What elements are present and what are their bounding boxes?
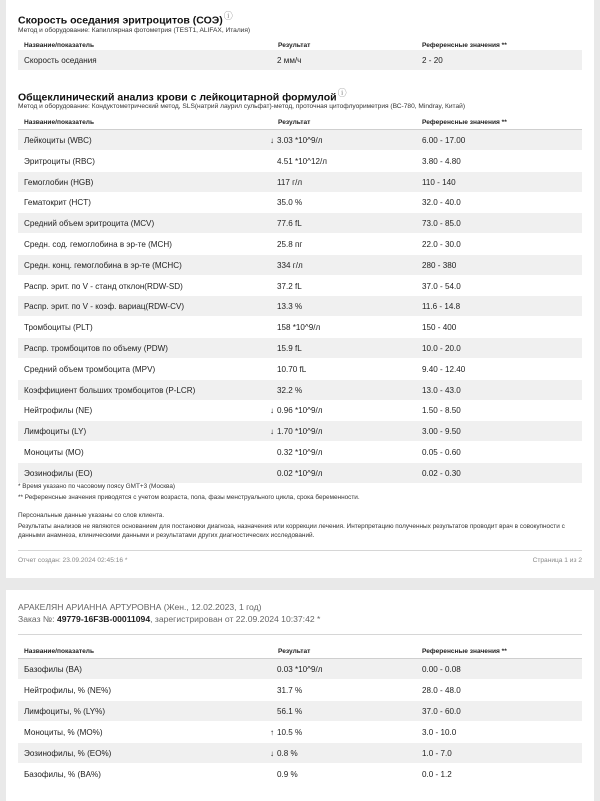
row-result — [278, 707, 302, 716]
result-value: 158 *10^9/л — [277, 323, 321, 333]
table-row — [18, 421, 582, 441]
row-result — [278, 448, 322, 457]
table-row — [18, 442, 582, 462]
header-divider — [18, 634, 582, 635]
row-result — [278, 770, 298, 779]
row-reference: 1.0 - 7.0 — [422, 749, 452, 758]
row-reference: 73.0 - 85.0 — [422, 219, 461, 229]
result-value: 37.2 fL — [277, 281, 302, 291]
personal-data-note: Персональные данные указаны со слов клиента. — [18, 512, 165, 519]
table-row — [18, 130, 582, 150]
row-result — [270, 136, 323, 145]
result-value: 0.02 *10^9/л — [277, 468, 323, 478]
timezone-note: * Время указано по часовому поясу GMT+3 (Москва) — [18, 483, 176, 490]
result-value: 32.2 % — [277, 385, 303, 395]
table-row — [18, 317, 582, 337]
reference-note: ** Референсные значения приводятся с учетом возраста, пола, фазы менструального цикла, срока беременности. — [18, 494, 360, 501]
row-reference: 32.0 - 40.0 — [422, 198, 461, 208]
row-name: Тромбоциты (PLT) — [24, 323, 93, 333]
row-result — [278, 665, 322, 674]
disclaimer: Результаты анализов не являются основанием для постановки диагноза, назначения или коррекции лечения. Интерпретацию полученных результатов проводит врач в совокупности с данными анамнеза, клиническими данными и результатами других диагностических исследований. — [18, 523, 565, 539]
row-reference: 37.0 - 60.0 — [422, 707, 461, 716]
row-reference: 0.0 - 1.2 — [422, 770, 452, 779]
table-row — [18, 172, 582, 192]
row-name: Лейкоциты (WBC) — [24, 136, 92, 145]
table-row — [18, 400, 582, 420]
row-result — [278, 302, 302, 311]
row-name: Распр. эрит. по V - коэф. вариац(RDW-CV) — [24, 302, 185, 312]
esr-section-title: Скорость оседания эритроцитов (СОЭ)ⓘ — [18, 11, 233, 27]
result-value: 1.70 *10^9/л — [277, 427, 323, 437]
table-row — [18, 722, 582, 742]
table-row — [18, 255, 582, 275]
report-page-1 — [6, 0, 594, 578]
row-name: Гемоглобин (HGB) — [24, 177, 94, 187]
order-info: Заказ №: 49779-16F3B-00011094, зарегистрирован от 22.09.2024 10:37:42 * — [18, 614, 321, 624]
result-value: 0.96 *10^9/л — [277, 406, 323, 416]
row-name: Коэффициент больших тромбоцитов (P-LCR) — [24, 385, 196, 395]
row-reference: 280 - 380 — [422, 260, 457, 270]
row-reference: 2 - 20 — [422, 56, 443, 65]
row-reference: 3.80 - 4.80 — [422, 156, 461, 166]
row-name: Эритроциты (RBC) — [24, 156, 95, 166]
table-row — [18, 701, 582, 721]
result-value: 35.0 % — [277, 198, 303, 208]
page2-table-header — [18, 646, 582, 659]
row-result — [278, 344, 302, 353]
col-header-name: Название/показатель — [24, 42, 95, 49]
report-created: Отчет создан: 23.09.2024 02:45:16 * — [18, 557, 128, 564]
table-row — [18, 359, 582, 379]
result-value: 25.8 пг — [277, 240, 303, 249]
row-name: Базофилы (BA) — [24, 665, 82, 674]
cbc-method: Метод и оборудование: Кондуктометрический метод, SLS(натрий лаурил сульфат)-метод, проточная цитофлуориметрия (ВС-780, Mindray, Китай) — [18, 103, 466, 110]
row-reference: 1.50 - 8.50 — [422, 406, 461, 416]
row-name: Эозинофилы, % (EO%) — [24, 749, 112, 758]
esr-method: Метод и оборудование: Капиллярная фотометрия (TEST1, ALIFAX, Италия) — [18, 27, 251, 34]
row-name: Базофилы, % (BA%) — [24, 770, 101, 779]
row-result — [278, 261, 303, 270]
row-name: Нейтрофилы (NE) — [24, 406, 93, 416]
row-reference: 22.0 - 30.0 — [422, 240, 461, 249]
row-result — [278, 178, 302, 187]
result-value: 15.9 fL — [277, 344, 302, 353]
row-name: Моноциты, % (MO%) — [24, 728, 103, 737]
flag-icon: ↓ — [270, 749, 274, 758]
report-page-2 — [6, 590, 594, 801]
cbc-table-header — [18, 117, 582, 130]
table-row — [18, 659, 582, 679]
col-header-name: Название/показатель — [24, 648, 95, 655]
table-row — [18, 463, 582, 483]
col-header-reference: Референсные значения ** — [422, 42, 507, 49]
result-value: 10.70 fL — [277, 364, 307, 374]
result-value: 0.8 % — [277, 749, 298, 758]
result-value: 77.6 fL — [277, 219, 302, 229]
info-icon[interactable]: ⓘ — [337, 88, 347, 98]
row-name: Распр. эрит. по V - станд отклон(RDW-SD) — [24, 281, 183, 291]
table-row — [18, 213, 582, 233]
table-row — [18, 276, 582, 296]
order-number: 49779-16F3B-00011094 — [56, 614, 151, 624]
col-header-name: Название/показатель — [24, 119, 95, 126]
table-row — [18, 234, 582, 254]
result-value: 4.51 *10^12/л — [277, 156, 327, 166]
result-value: 0.32 *10^9/л — [277, 448, 323, 457]
row-reference: 0.05 - 0.60 — [422, 448, 461, 457]
row-result — [270, 406, 323, 416]
result-value: 0.9 % — [277, 770, 298, 779]
row-name: Лимфоциты (LY) — [24, 427, 87, 437]
col-header-result: Результат — [278, 42, 311, 49]
row-name: Нейтрофилы, % (NE%) — [24, 686, 112, 695]
flag-icon: ↓ — [270, 136, 274, 145]
row-name: Моноциты (MO) — [24, 448, 84, 457]
row-reference: 3.0 - 10.0 — [422, 728, 457, 737]
row-reference: 9.40 - 12.40 — [422, 364, 466, 374]
table-row — [18, 151, 582, 171]
row-result — [270, 728, 303, 737]
row-reference: 11.6 - 14.8 — [422, 302, 461, 312]
row-name: Средний объем эритроцита (MCV) — [24, 219, 155, 229]
row-reference: 13.0 - 43.0 — [422, 385, 461, 395]
table-row — [18, 50, 582, 70]
result-value: 2 мм/ч — [277, 56, 302, 65]
result-value: 31.7 % — [277, 686, 303, 695]
table-row — [18, 338, 582, 358]
table-row — [18, 743, 582, 763]
row-result — [278, 469, 322, 478]
row-name: Лимфоциты, % (LY%) — [24, 707, 106, 716]
row-result — [278, 282, 302, 291]
table-row — [18, 680, 582, 700]
row-reference: 150 - 400 — [422, 323, 457, 333]
result-value: 13.3 % — [277, 302, 303, 312]
row-result — [278, 240, 302, 249]
row-name: Распр. тромбоцитов по объему (PDW) — [24, 344, 168, 353]
col-header-reference: Референсные значения ** — [422, 119, 507, 126]
table-row — [18, 764, 582, 784]
cbc-section-title: Общеклинический анализ крови с лейкоцитарной формулойⓘ — [18, 88, 347, 104]
table-row — [18, 296, 582, 316]
result-value: 0.03 *10^9/л — [277, 665, 323, 674]
flag-icon: ↓ — [270, 406, 274, 416]
row-reference: 0.02 - 0.30 — [422, 468, 461, 478]
row-result — [278, 219, 302, 228]
row-result — [278, 686, 302, 695]
row-reference: 3.00 - 9.50 — [422, 427, 461, 437]
row-result — [278, 157, 327, 166]
result-value: 334 г/л — [277, 260, 303, 270]
row-result — [278, 386, 302, 395]
row-result — [270, 749, 298, 758]
result-value: 117 г/л — [277, 177, 303, 187]
row-reference: 37.0 - 54.0 — [422, 281, 461, 291]
row-result — [278, 198, 302, 207]
row-name: Средн. сод. гемоглобина в эр-те (MCH) — [24, 240, 172, 249]
row-result — [278, 56, 301, 65]
row-name: Средний объем тромбоцита (MPV) — [24, 364, 156, 374]
table-row — [18, 380, 582, 400]
result-value: 10.5 % — [277, 728, 303, 737]
row-reference: 0.00 - 0.08 — [422, 665, 461, 674]
row-reference: 10.0 - 20.0 — [422, 344, 461, 353]
flag-icon: ↓ — [270, 427, 274, 437]
result-value: 56.1 % — [277, 707, 303, 716]
row-reference: 28.0 - 48.0 — [422, 686, 461, 695]
row-name: Средн. конц. гемоглобина в эр-те (MCHC) — [24, 260, 182, 270]
patient-info: АРАКЕЛЯН АРИАННА АРТУРОВНА (Жен., 12.02.2023, 1 год) — [18, 602, 262, 612]
row-reference: 110 - 140 — [422, 177, 456, 187]
footer-divider — [18, 550, 582, 551]
result-value: 3.03 *10^9/л — [277, 136, 323, 145]
row-name: Гематокрит (HCT) — [24, 198, 91, 208]
flag-icon: ↑ — [270, 728, 274, 737]
row-result — [278, 365, 306, 374]
info-icon[interactable]: ⓘ — [223, 11, 233, 21]
row-name: Эозинофилы (EO) — [24, 468, 93, 478]
col-header-reference: Референсные значения ** — [422, 648, 507, 655]
row-reference: 6.00 - 17.00 — [422, 136, 466, 145]
row-result — [270, 427, 323, 437]
col-header-result: Результат — [278, 119, 311, 126]
row-name: Скорость оседания — [24, 56, 97, 65]
page-number: Страница 1 из 2 — [532, 557, 582, 564]
row-result — [278, 323, 320, 332]
table-row — [18, 192, 582, 212]
col-header-result: Результат — [278, 648, 311, 655]
